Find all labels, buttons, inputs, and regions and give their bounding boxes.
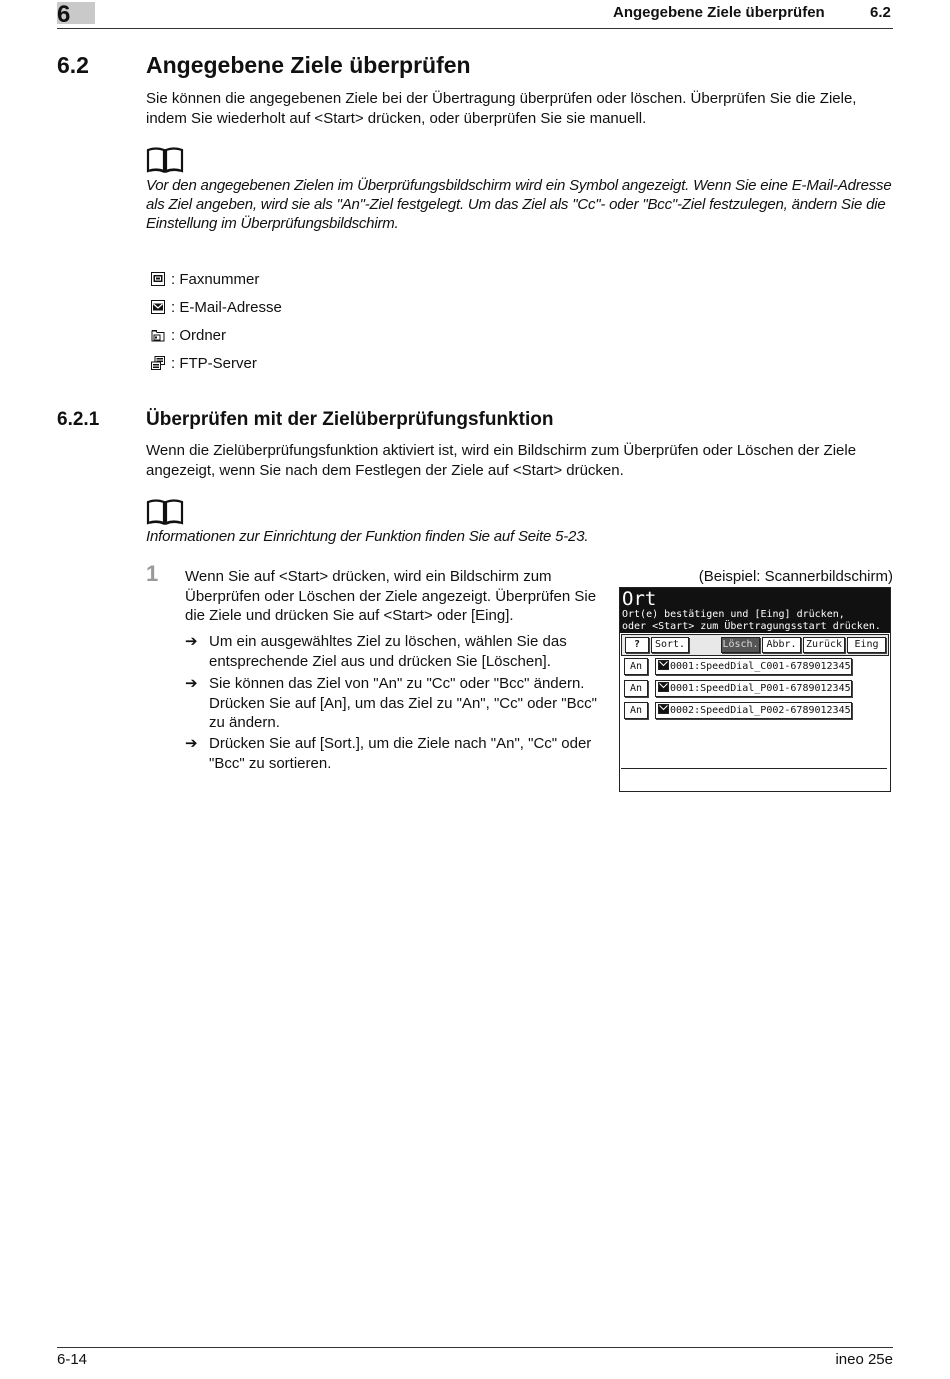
delete-button[interactable]: Lösch. (721, 637, 760, 653)
subsection-number: 6.2.1 (57, 409, 100, 430)
ftp-server-icon (151, 356, 165, 370)
destination-label: 0001:SpeedDial_C001-6789012345 (670, 661, 851, 672)
recipient-type-button[interactable]: An (624, 702, 648, 719)
screen-message (622, 609, 881, 632)
bullet-text: Um ein ausgewähltes Ziel zu löschen, wählen Sie das entsprechende Ziel aus und drücken Sie [Löschen]. (209, 633, 567, 670)
product-name: ineo 25e (835, 1351, 893, 1368)
fax-icon (151, 272, 165, 286)
screen-message-line: oder <Start> zum Übertragungsstart drücken. (622, 620, 881, 632)
sort-button[interactable]: Sort. (651, 637, 689, 653)
destination-label: 0001:SpeedDial_P001-6789012345 (670, 683, 851, 694)
section-intro: Sie können die angegebenen Ziele bei der Übertragung überprüfen oder löschen. Überprüfen Sie die Ziele, indem Sie wiederholt auf <Start> drücken, oder überprüfen Sie sie manuell. (146, 90, 857, 127)
section-note: Vor den angegebenen Zielen im Überprüfungsbildschirm wird ein Symbol angezeigt. Wenn Sie eine E-Mail-Adresse als Ziel angeben, wird sie als "An"-Ziel festgelegt. Um das Ziel als "Cc"- oder "Bcc"-Ziel festzulegen, ändern Sie die Einstellung im Überprüfungsbildschirm. (146, 177, 892, 232)
chapter-number: 6 (57, 1, 71, 28)
symbol-row-fax (151, 269, 259, 291)
step-bullet (185, 632, 610, 672)
step-text: Wenn Sie auf <Start> drücken, wird ein Bildschirm zum Überprüfen oder Löschen der Ziele angezeigt. Überprüfen Sie die Ziele und drücken Sie auf <Start> oder [Eing]. (185, 568, 597, 624)
back-button[interactable]: Zurück (803, 637, 845, 653)
subsection-title: Überprüfen mit der Zielüberprüfungsfunktion (146, 409, 554, 430)
bullet-text: Drücken Sie auf [Sort.], um die Ziele nach "An", "Cc" oder "Bcc" zu sortieren. (209, 735, 592, 772)
step-number: 1 (146, 561, 159, 586)
help-button[interactable]: ? (625, 637, 649, 653)
symbol-label-fax: : Faxnummer (171, 271, 260, 288)
arrow-icon: ➔ (185, 735, 198, 752)
cancel-button[interactable]: Abbr. (762, 637, 801, 653)
screen-caption: (Beispiel: Scannerbildschirm) (698, 568, 893, 585)
running-header-title: Angegebene Ziele überprüfen (613, 4, 825, 21)
screen-footer-bar (621, 768, 887, 789)
step-bullet (185, 734, 610, 774)
destination-entry[interactable] (655, 702, 852, 719)
folder-icon (151, 328, 165, 342)
symbol-label-email: : E-Mail-Adresse (171, 299, 282, 316)
destination-label: 0002:SpeedDial_P002-6789012345 (670, 705, 851, 716)
bullet-text: Sie können das Ziel von "An" zu "Cc" oder "Bcc" ändern. Drücken Sie auf [An], um das Ziel zu "An", "Cc" oder "Bcc" zu ändern. (209, 675, 597, 731)
subsection-intro: Wenn die Zielüberprüfungsfunktion aktiviert ist, wird ein Bildschirm zum Überprüfen oder Löschen der Ziele angezeigt, wenn Sie nach dem Festlegen der Ziele auf <Start> drücken. (146, 442, 857, 479)
symbol-label-folder: : Ordner (171, 327, 227, 344)
section-title: Angegebene Ziele überprüfen (146, 52, 471, 78)
symbol-row-ftp (151, 353, 257, 375)
section-number: 6.2 (57, 52, 89, 78)
note-book-icon (146, 146, 184, 174)
email-icon (658, 704, 669, 714)
step-bullet (185, 674, 610, 734)
recipient-type-button[interactable]: An (624, 658, 648, 675)
arrow-icon: ➔ (185, 633, 198, 650)
symbol-row-folder (151, 325, 226, 347)
page-number: 6-14 (57, 1351, 88, 1368)
email-icon (658, 660, 669, 670)
subsection-note: Informationen zur Einrichtung der Funktion finden Sie auf Seite 5-23. (146, 528, 589, 545)
email-icon (658, 682, 669, 692)
recipient-type-button[interactable]: An (624, 680, 648, 697)
email-icon (151, 300, 165, 314)
destination-entry[interactable] (655, 680, 852, 697)
screen-header (620, 588, 890, 633)
header-rule (57, 28, 893, 29)
footer-rule (57, 1347, 893, 1348)
screen-toolbar (621, 634, 889, 656)
note-book-icon (146, 498, 184, 526)
screen-title: Ort (622, 588, 657, 610)
enter-button[interactable]: Eing (847, 637, 886, 653)
running-header-section: 6.2 (870, 4, 891, 21)
symbol-row-email (151, 297, 282, 319)
arrow-icon: ➔ (185, 675, 198, 692)
screen-message-line: Ort(e) bestätigen und [Eing] drücken, (622, 609, 845, 620)
destination-entry[interactable] (655, 658, 852, 675)
scanner-screen (619, 587, 891, 792)
symbol-label-ftp: : FTP-Server (171, 355, 257, 372)
